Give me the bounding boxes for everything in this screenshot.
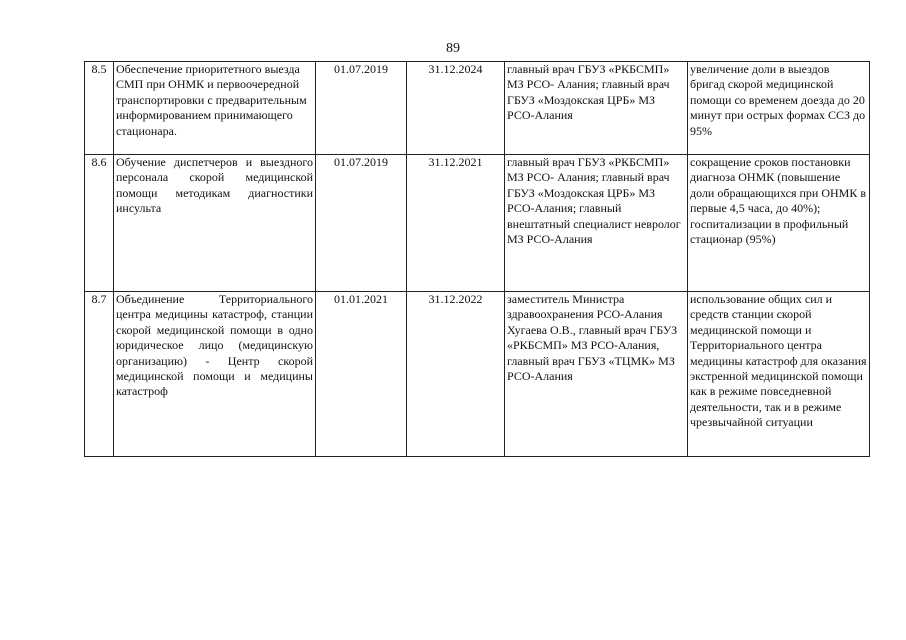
measures-table xyxy=(84,61,870,457)
result-text: увеличение доли в выездов бригад скорой медицинской помощи со временем доезда до 20 минут при острых формах ССЗ до 95% xyxy=(688,62,870,155)
table-row xyxy=(85,292,870,457)
start-date: 01.01.2021 xyxy=(316,292,407,457)
end-date: 31.12.2024 xyxy=(407,62,505,155)
measure-text: Обучение диспетчеров и выездного персонала скорой медицинской помощи методикам диагностики инсульта xyxy=(114,155,316,292)
start-date: 01.07.2019 xyxy=(316,62,407,155)
result-text: сокращение сроков постановки диагноза ОНМК (повышение доли обращающихся при ОНМК в первые 4,5 часа, до 40%); госпитализации в профильный стационар (95%) xyxy=(688,155,870,292)
table-row xyxy=(85,62,870,155)
responsible-text: главный врач ГБУЗ «РКБСМП» МЗ РСО- Алания; главный врач ГБУЗ «Моздокская ЦРБ» МЗ РСО-Алания; главный внештатный специалист невролог МЗ РСО-Алания xyxy=(505,155,688,292)
end-date: 31.12.2022 xyxy=(407,292,505,457)
responsible-text: заместитель Министра здравоохранения РСО-Алания Хугаева О.В., главный врач ГБУЗ «РКБСМП» МЗ РСО-Алания, главный врач ГБУЗ «ТЦМК» МЗ РСО-Алания xyxy=(505,292,688,457)
measure-text: Объединение Территориального центра медицины катастроф, станции скорой медицинской помощи в одно юридическое лицо (медицинскую организацию) - Центр скорой медицинской помощи и медицины катастроф xyxy=(114,292,316,457)
table-row xyxy=(85,155,870,292)
item-number: 8.5 xyxy=(85,62,114,155)
item-number: 8.7 xyxy=(85,292,114,457)
measure-text: Обеспечение приоритетного выезда СМП при ОНМК и первоочередной транспортировки с предварительным информированием принимающего стационара. xyxy=(114,62,316,155)
start-date: 01.07.2019 xyxy=(316,155,407,292)
result-text: использование общих сил и средств станции скорой медицинской помощи и Территориального центра медицины катастроф для оказания экстренной медицинской помощи как в режиме повседневной деятельности, так и в режиме чрезвычайной ситуации xyxy=(688,292,870,457)
responsible-text: главный врач ГБУЗ «РКБСМП» МЗ РСО- Алания; главный врач ГБУЗ «Моздокская ЦРБ» МЗ РСО-Алания xyxy=(505,62,688,155)
page-number: 89 xyxy=(446,41,460,56)
item-number: 8.6 xyxy=(85,155,114,292)
end-date: 31.12.2021 xyxy=(407,155,505,292)
